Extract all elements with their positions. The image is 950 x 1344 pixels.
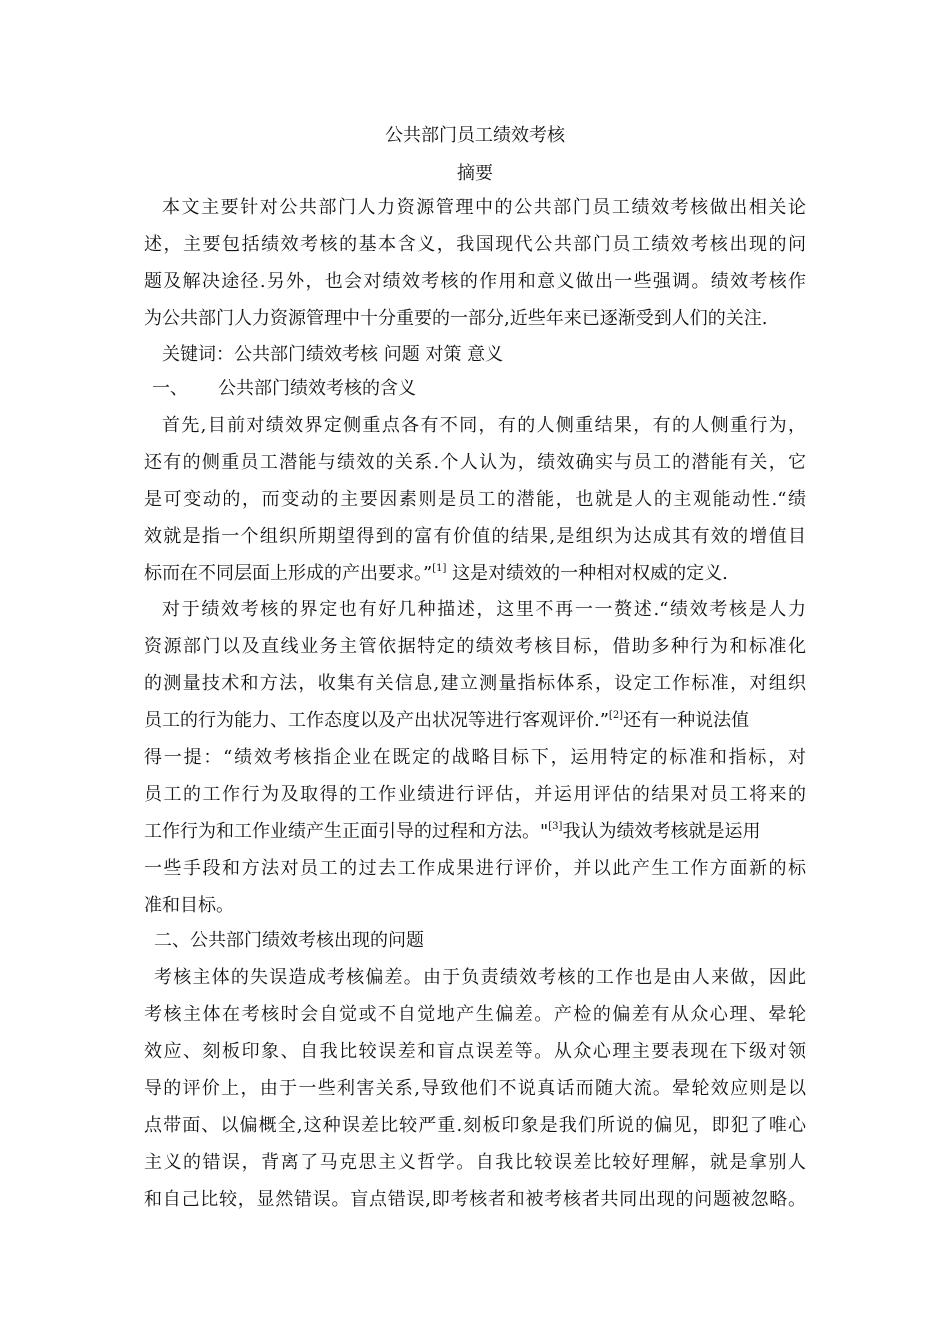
- text-line: 员工的工作行为及取得的工作业绩进行评估，并运用评估的结果对员工将来的: [144, 784, 806, 805]
- text-line: 导的评价上，由于一些利害关系,导致他们不说真话而随大流。晕轮效应则是以: [144, 1078, 806, 1099]
- keywords: 关键词：公共部门绩效考核 问题 对策 意义: [162, 344, 504, 365]
- section-2-heading: 二、公共部门绩效考核出现的问题: [154, 930, 424, 951]
- text-line: [144, 820, 806, 844]
- abstract-heading: 摘要: [457, 163, 493, 184]
- text-line: 的测量技术和方法，收集有关信息,建立测量指标体系，设定工作标准，对组织: [144, 673, 806, 694]
- text-line: 得一提：“绩效考核指企业在既定的战略目标下，运用特定的标准和指标，对: [144, 747, 806, 768]
- text-line: 点带面、以偏概全,这种误差比较严重.刻板印象是我们所说的偏见，即犯了唯心: [144, 1115, 806, 1136]
- text-line: 效就是指一个组织所期望得到的富有价值的结果,是组织为达成其有效的增值目: [144, 526, 806, 547]
- text-line: 本文主要针对公共部门人力资源管理中的公共部门员工绩效考核做出相关论: [162, 197, 806, 218]
- section-1-heading: [152, 377, 814, 401]
- text-line: 首先,目前对绩效界定侧重点各有不同，有的人侧重结果，有的人侧重行为，: [162, 415, 806, 436]
- text-span: 员工的行为能力、工作态度以及产出状况等进行客观评价.”: [144, 710, 609, 731]
- text-line: 题及解决途径.另外，也会对绩效考核的作用和意义做出一些强调。绩效考核作: [144, 271, 806, 292]
- text-line: 考核主体在考核时会自觉或不自觉地产生偏差。产检的偏差有从众心理、晕轮: [144, 1004, 806, 1025]
- text-line: 还有的侧重员工潜能与绩效的关系.个人认为，绩效确实与员工的潜能有关，它: [144, 452, 806, 473]
- text-span: 我认为绩效考核就是运用: [562, 821, 761, 842]
- text-line: 述，主要包括绩效考核的基本含义，我国现代公共部门员工绩效考核出现的问: [144, 234, 806, 255]
- text-span: 工作行为和工作业绩产生正面引导的过程和方法。": [144, 821, 549, 842]
- text-line: 主义的错误，背离了马克思主义哲学。自我比较误差比较好理解，就是拿别人: [144, 1152, 806, 1173]
- text-line: 资源部门以及直线业务主管依据特定的绩效考核目标，借助多种行为和标准化: [144, 636, 806, 657]
- text-span: 标而在不同层面上形成的产出要求。”: [144, 563, 433, 584]
- text-span: 还有一种说法值: [623, 710, 750, 731]
- text-line: 为公共部门人力资源管理中十分重要的一部分,近些年来已逐渐受到人们的关注.: [144, 308, 768, 329]
- text-line: 是可变动的，而变动的主要因素则是员工的潜能，也就是人的主观能动性.“绩: [144, 489, 806, 510]
- text-line: [144, 709, 806, 733]
- section-1-number: 一、: [152, 378, 188, 399]
- text-line: 效应、刻板印象、自我比较误差和盲点误差等。从众心理主要表现在下级对领: [144, 1041, 806, 1062]
- text-line: 和自己比较，显然错误。盲点错误,即考核者和被考核者共同出现的问题被忽略。: [144, 1189, 806, 1210]
- text-line: 准和目标。: [144, 895, 234, 916]
- citation-1: [1]: [432, 563, 447, 574]
- citation-2: [2]: [608, 710, 624, 721]
- text-line: 对于绩效考核的界定也有好几种描述，这里不再一一赘述.“绩效考核是人力: [162, 599, 806, 620]
- text-span: 这是对绩效的一种相对权威的定义.: [446, 563, 728, 584]
- document-title: 公共部门员工绩效考核: [385, 125, 565, 146]
- text-line: 考核主体的失误造成考核偏差。由于负责绩效考核的工作也是由人来做，因此: [154, 967, 806, 988]
- text-line: [144, 562, 806, 586]
- section-1-title: 公共部门绩效考核的含义: [218, 378, 416, 399]
- citation-3: [3]: [548, 821, 563, 832]
- text-line: 一些手段和方法对员工的过去工作成果进行评价，并以此产生工作方面新的标: [144, 858, 806, 879]
